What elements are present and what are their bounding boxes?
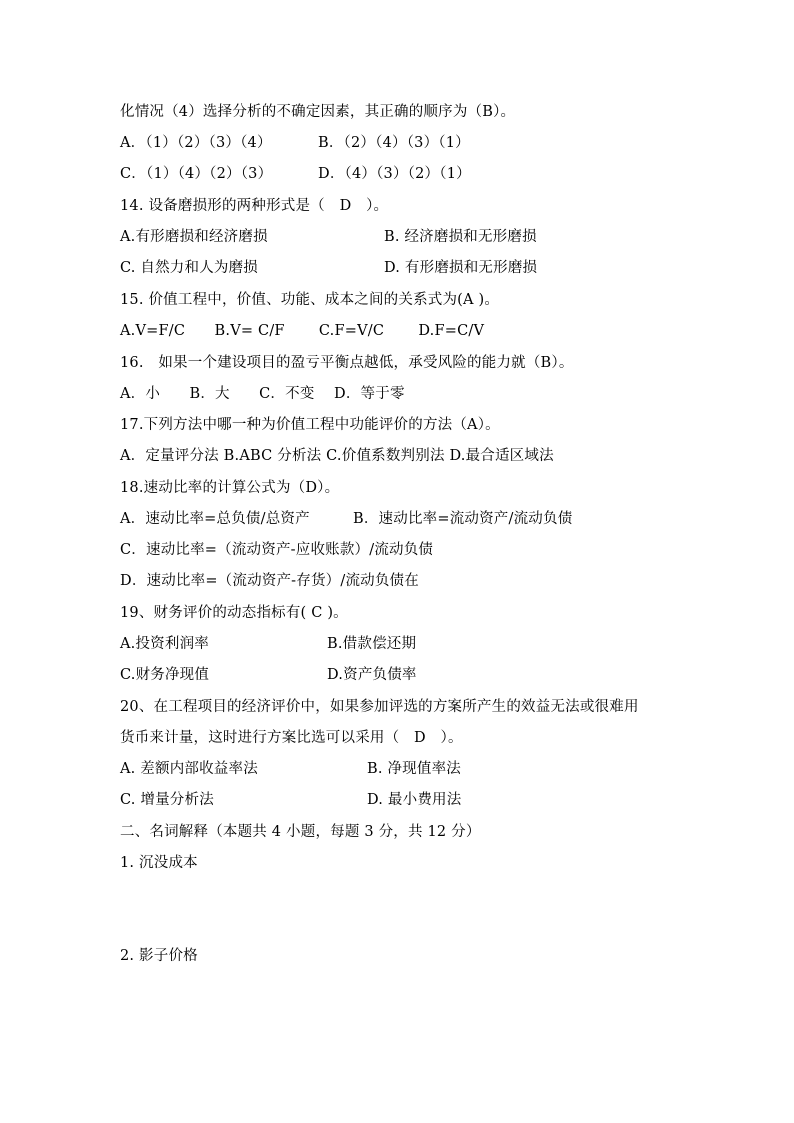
term-2: 2. 影子价格 (120, 948, 198, 964)
q13-option-d: D．（4）（3）（2）（1） (318, 166, 471, 182)
q18-option-d: D．速动比率=（流动资产-存货）/流动负债在 (120, 573, 419, 589)
q16-options: A．小 B．大 C．不变 D．等于零 (120, 386, 405, 402)
q13-option-a: A．（1）（2）（3）（4） (120, 135, 272, 151)
q18-option-a: A．速动比率=总负债/总资产 (120, 511, 310, 527)
q17-options: A．定量评分法 B.ABC 分析法 C.价值系数判别法 D.最合适区域法 (120, 448, 554, 464)
q20-option-b: B. 净现值率法 (367, 761, 461, 777)
q19-option-d: D.资产负债率 (327, 667, 417, 683)
q20-option-a: A. 差额内部收益率法 (120, 761, 258, 777)
question-15: 15. 价值工程中，价值、功能、成本之间的关系式为(A )。 (120, 292, 500, 308)
question-17: 17.下列方法中哪一种为价值工程中功能评价的方法（A）。 (120, 417, 500, 433)
q20-option-d: D. 最小费用法 (367, 792, 462, 808)
question-19: 19、财务评价的动态指标有( C )。 (120, 605, 348, 621)
q20-option-c: C. 增量分析法 (120, 792, 214, 808)
q15-options: A.V=F/C B.V= C/F C.F=V/C D.F=C/V (120, 323, 485, 339)
q18-option-c: C．速动比率=（流动资产-应收账款）/流动负债 (120, 542, 434, 558)
term-1: 1. 沉没成本 (120, 855, 198, 871)
question-13-continuation: 化情况（4）选择分析的不确定因素，其正确的顺序为（B）。 (120, 104, 516, 120)
q13-option-c: C．（1）（4）（2）（3） (120, 166, 273, 182)
question-20-continuation: 货币来计量，这时进行方案比选可以采用（ D ）。 (120, 730, 463, 746)
q19-option-b: B.借款偿还期 (327, 636, 417, 652)
q14-option-d: D. 有形磨损和无形磨损 (384, 260, 538, 276)
q18-option-b: B．速动比率=流动资产/流动负债 (353, 511, 573, 527)
question-18: 18.速动比率的计算公式为（D）。 (120, 480, 340, 496)
q19-option-c: C.财务净现值 (120, 667, 210, 683)
q14-option-c: C. 自然力和人为磨损 (120, 260, 258, 276)
question-20: 20、在工程项目的经济评价中，如果参加评选的方案所产生的效益无法或很难用 (120, 699, 639, 715)
question-14: 14. 设备磨损形的两种形式是（ D ）。 (120, 198, 389, 214)
q19-option-a: A.投资利润率 (120, 636, 209, 652)
q14-option-b: B. 经济磨损和无形磨损 (384, 229, 537, 245)
question-16: 16. 如果一个建设项目的盈亏平衡点越低，承受风险的能力就（B）。 (120, 355, 574, 371)
q13-option-b: B．（2）（4）（3）（1） (318, 135, 470, 151)
section-2-heading: 二、名词解释（本题共 4 小题，每题 3 分，共 12 分） (120, 824, 481, 840)
q14-option-a: A.有形磨损和经济磨损 (120, 229, 268, 245)
